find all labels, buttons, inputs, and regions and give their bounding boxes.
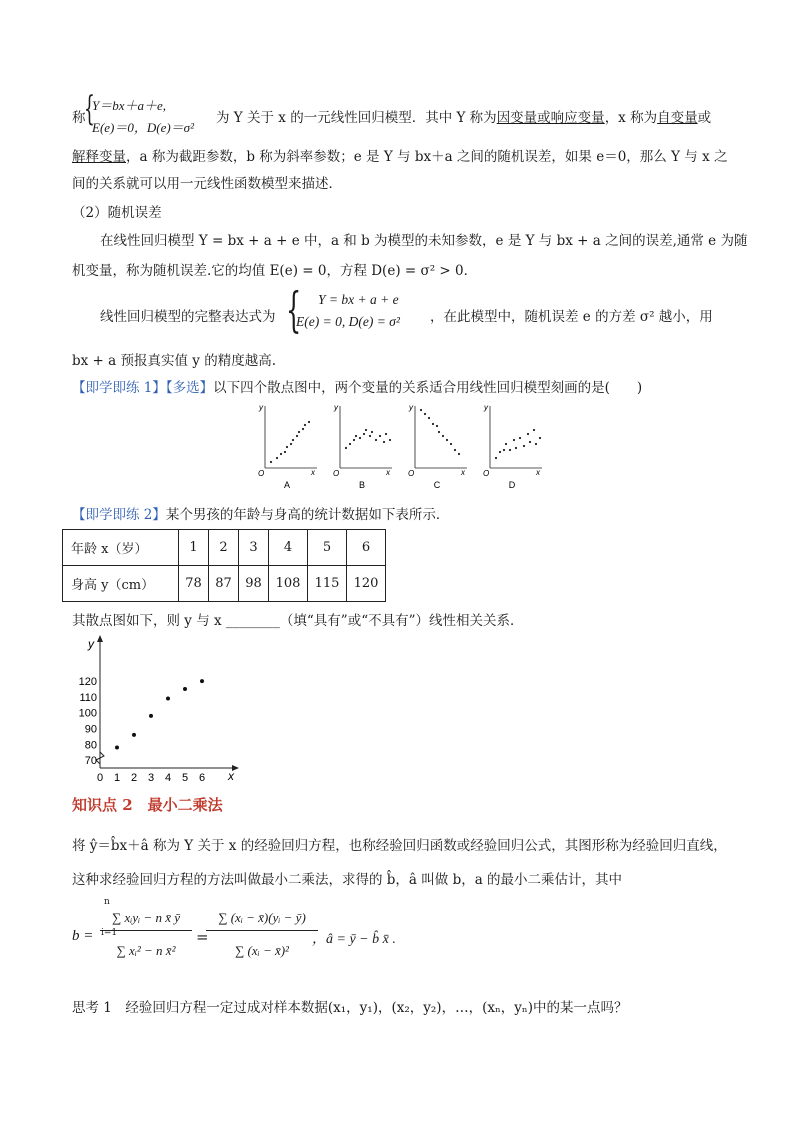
y-tick-label: 120 <box>78 676 97 689</box>
b-equals: b = <box>72 928 94 944</box>
data-point <box>428 417 430 419</box>
data-point <box>519 437 521 439</box>
exercise2: 【即学即练 2】某个男孩的年龄与身高的统计数据如下表所示． <box>72 507 450 523</box>
section2-line3b: ，在此模型中，随机误差 e 的方差 σ² 越小，用 <box>430 309 713 325</box>
think1: 思考 1 经验回归方程一定过成对样本数据(x₁，y₁)，(x₂，y₂)，…，(xₙ，yₙ)中的某一点吗？ <box>72 1000 628 1016</box>
data-point <box>499 451 501 453</box>
section2-line4: bx + a 预报真实值 y 的精度越高. <box>72 353 276 369</box>
data-point <box>458 453 460 455</box>
data-point <box>166 696 170 700</box>
y-axis-label: y <box>484 403 488 412</box>
data-point <box>375 439 377 441</box>
data-point <box>292 439 294 441</box>
data-point <box>424 413 426 415</box>
scatter-plot-c <box>408 403 467 490</box>
data-point <box>345 447 347 449</box>
denominator-1: ∑ xᵢ² − n x̄² <box>116 943 176 958</box>
model-brace: { <box>286 282 302 338</box>
x-axis-label: x <box>461 468 465 477</box>
data-point <box>505 443 507 445</box>
numerator-2: ∑ (xᵢ − x̄)(yᵢ − ȳ) <box>218 910 306 925</box>
data-point <box>533 429 535 431</box>
age-cell: 4 <box>269 530 308 566</box>
table-row <box>63 566 386 602</box>
y-axis-arrow <box>97 635 103 642</box>
data-point <box>529 441 531 443</box>
exercise2-tag: 【即学即练 2】 <box>72 507 166 523</box>
exercise1: 【即学即练 1】【多选】以下四个散点图中，两个变量的关系适合用线性回归模型刻画的是( ) <box>72 380 643 396</box>
data-point <box>454 449 456 451</box>
data-point <box>296 435 298 437</box>
data-point <box>290 443 292 445</box>
x-axis-label: x <box>386 468 390 477</box>
origin-label: O <box>258 469 265 478</box>
sum-upper-limit: n <box>104 897 110 907</box>
numerator-1: ∑ xᵢyᵢ − n x̄ ȳ <box>112 910 180 925</box>
y-tick-label: 90 <box>84 723 97 736</box>
data-point <box>132 733 136 737</box>
age-cell: 6 <box>347 530 386 566</box>
para1-prefix: 称 <box>72 110 86 126</box>
data-point <box>535 443 537 445</box>
height-cell: 115 <box>308 566 347 602</box>
row-header-height: 身高 y（cm） <box>63 566 179 602</box>
age-cell: 5 <box>308 530 347 566</box>
data-point <box>353 439 355 441</box>
data-point <box>149 714 153 718</box>
data-point <box>446 439 448 441</box>
x-tick-label: 6 <box>198 772 206 784</box>
data-point <box>200 679 204 683</box>
data-point <box>385 433 387 435</box>
scatter-plot-a <box>258 403 317 490</box>
data-point <box>284 451 286 453</box>
plot-label: D <box>508 480 516 490</box>
exercise1-tag: 【即学即练 1】 <box>72 380 166 396</box>
data-point <box>513 439 515 441</box>
x-tick-label: 4 <box>164 772 172 784</box>
data-point <box>286 446 288 448</box>
section2-line1: 在线性回归模型 Y = bx + a + e 中，a 和 b 为模型的未知参数，e 是 Y 与 bx + a 之间的误差,通常 e 为随 <box>100 233 748 249</box>
data-point <box>355 435 357 437</box>
data-point <box>389 439 391 441</box>
y-tick-label: 80 <box>84 739 97 752</box>
data-point <box>308 421 310 423</box>
height-scatter-chart <box>72 632 262 782</box>
data-point <box>503 449 505 451</box>
age-cell: 1 <box>179 530 209 566</box>
data-point <box>523 445 525 447</box>
height-cell: 78 <box>179 566 209 602</box>
fraction-2 <box>206 898 318 959</box>
independent-variable: 自变量 <box>657 110 698 126</box>
data-point <box>365 429 367 431</box>
y-tick-label: 110 <box>79 691 97 704</box>
data-point <box>302 428 304 430</box>
x-axis-label: x <box>536 468 540 477</box>
data-point <box>438 431 440 433</box>
row-header-age: 年龄 x（岁） <box>63 530 179 566</box>
x-tick-label: 3 <box>147 772 155 784</box>
scatter-plot-d <box>483 403 542 490</box>
height-cell: 108 <box>269 566 308 602</box>
data-point <box>515 447 517 449</box>
y-axis-label: y <box>88 637 94 651</box>
data-point <box>270 461 272 463</box>
origin-label: O <box>483 469 490 478</box>
height-cell: 87 <box>209 566 239 602</box>
dependent-variable: 因变量或响应变量 <box>496 110 605 126</box>
data-point <box>442 435 444 437</box>
data-point <box>371 431 373 433</box>
plot-label: A <box>283 480 291 490</box>
scatter-plot-b <box>333 403 392 490</box>
data-point <box>276 457 278 459</box>
x-tick-label: 2 <box>130 772 138 784</box>
data-point <box>363 433 365 435</box>
system-line-2: E(e)＝0，D(e)＝σ² <box>92 120 194 135</box>
origin-label: O <box>408 469 415 478</box>
plot-label: B <box>358 480 366 490</box>
section2-line2: 机变量，称为随机误差.它的均值 E(e) = 0，方程 D(e) = σ² > 0． <box>72 263 478 279</box>
data-point <box>509 449 511 451</box>
y-tick-label: 100 <box>78 707 97 720</box>
x-axis-label: x <box>311 468 315 477</box>
four-scatter-plots <box>255 400 555 490</box>
age-cell: 2 <box>209 530 239 566</box>
x-tick-label: 0 <box>96 772 104 784</box>
kp2-heading: 知识点 2 最小二乘法 <box>72 796 223 814</box>
x-tick-label: 1 <box>113 772 121 784</box>
kp2-line1: 将 ŷ＝b̂x＋â 称为 Y 关于 x 的经验回归方程，也称经验回归函数或经验回归公式，其图形称为经验回归直线， <box>72 838 727 854</box>
data-point <box>432 423 434 425</box>
x-axis-label: x <box>228 769 234 783</box>
age-cell: 3 <box>239 530 269 566</box>
para1-line2: 解释变量，a 称为截距参数，b 称为斜率参数；e 是 Y 与 bx＋a 之间的随机误差，如果 e＝0，那么 Y 与 x 之 <box>72 149 728 165</box>
section2-heading: （2）随机误差 <box>72 205 162 221</box>
table-row <box>63 530 386 566</box>
age-height-table <box>62 529 386 602</box>
data-point <box>115 745 119 749</box>
data-point <box>304 424 306 426</box>
para1-line1: 为 Y 关于 x 的一元线性回归模型．其中 Y 称为因变量或响应变量，x 称为自变量或 <box>216 110 712 126</box>
data-point <box>280 453 282 455</box>
model-line-1: Y = bx + a + e <box>318 292 399 307</box>
x-tick-label: 5 <box>181 772 189 784</box>
exercise2-question: 其散点图如下，则 y 与 x ________（填“具有”或“不具有”）线性相关关系． <box>72 613 524 629</box>
section2-line3a: 线性回归模型的完整表达式为 <box>100 309 276 325</box>
data-point <box>298 431 300 433</box>
data-point <box>383 441 385 443</box>
data-point <box>527 433 529 435</box>
data-point <box>436 425 438 427</box>
origin-label: O <box>333 469 340 478</box>
y-axis-label: y <box>334 403 338 412</box>
data-point <box>420 409 422 411</box>
system-line-1: Y＝bx＋a＋e, <box>92 98 167 113</box>
height-cell: 98 <box>239 566 269 602</box>
system-brace: { <box>84 89 95 129</box>
data-point <box>369 435 371 437</box>
data-point <box>539 437 541 439</box>
data-point <box>379 435 381 437</box>
height-cell: 120 <box>347 566 386 602</box>
plot-label: C <box>433 480 441 490</box>
sum-lower-limit: i=1 <box>101 928 118 938</box>
data-point <box>359 437 361 439</box>
y-tick-label: 70 <box>84 755 97 768</box>
data-point <box>349 443 351 445</box>
data-point <box>183 687 187 691</box>
a-hat-equation: ，â = ȳ − b̂ x̄ . <box>312 932 396 947</box>
para1-line3: 间的关系就可以用一元线性函数模型来描述． <box>72 176 342 192</box>
y-axis-label: y <box>259 403 263 412</box>
data-point <box>450 443 452 445</box>
y-axis-label: y <box>409 403 413 412</box>
data-point <box>495 457 497 459</box>
equals-sign: = <box>196 928 209 946</box>
model-line-2: E(e) = 0, D(e) = σ² <box>296 314 400 329</box>
denominator-2: ∑ (xᵢ − x̄)² <box>235 943 289 958</box>
kp2-line2: 这种求经验回归方程的方法叫做最小二乘法，求得的 b̂，â 叫做 b，a 的最小二乘估计，其中 <box>72 872 623 888</box>
